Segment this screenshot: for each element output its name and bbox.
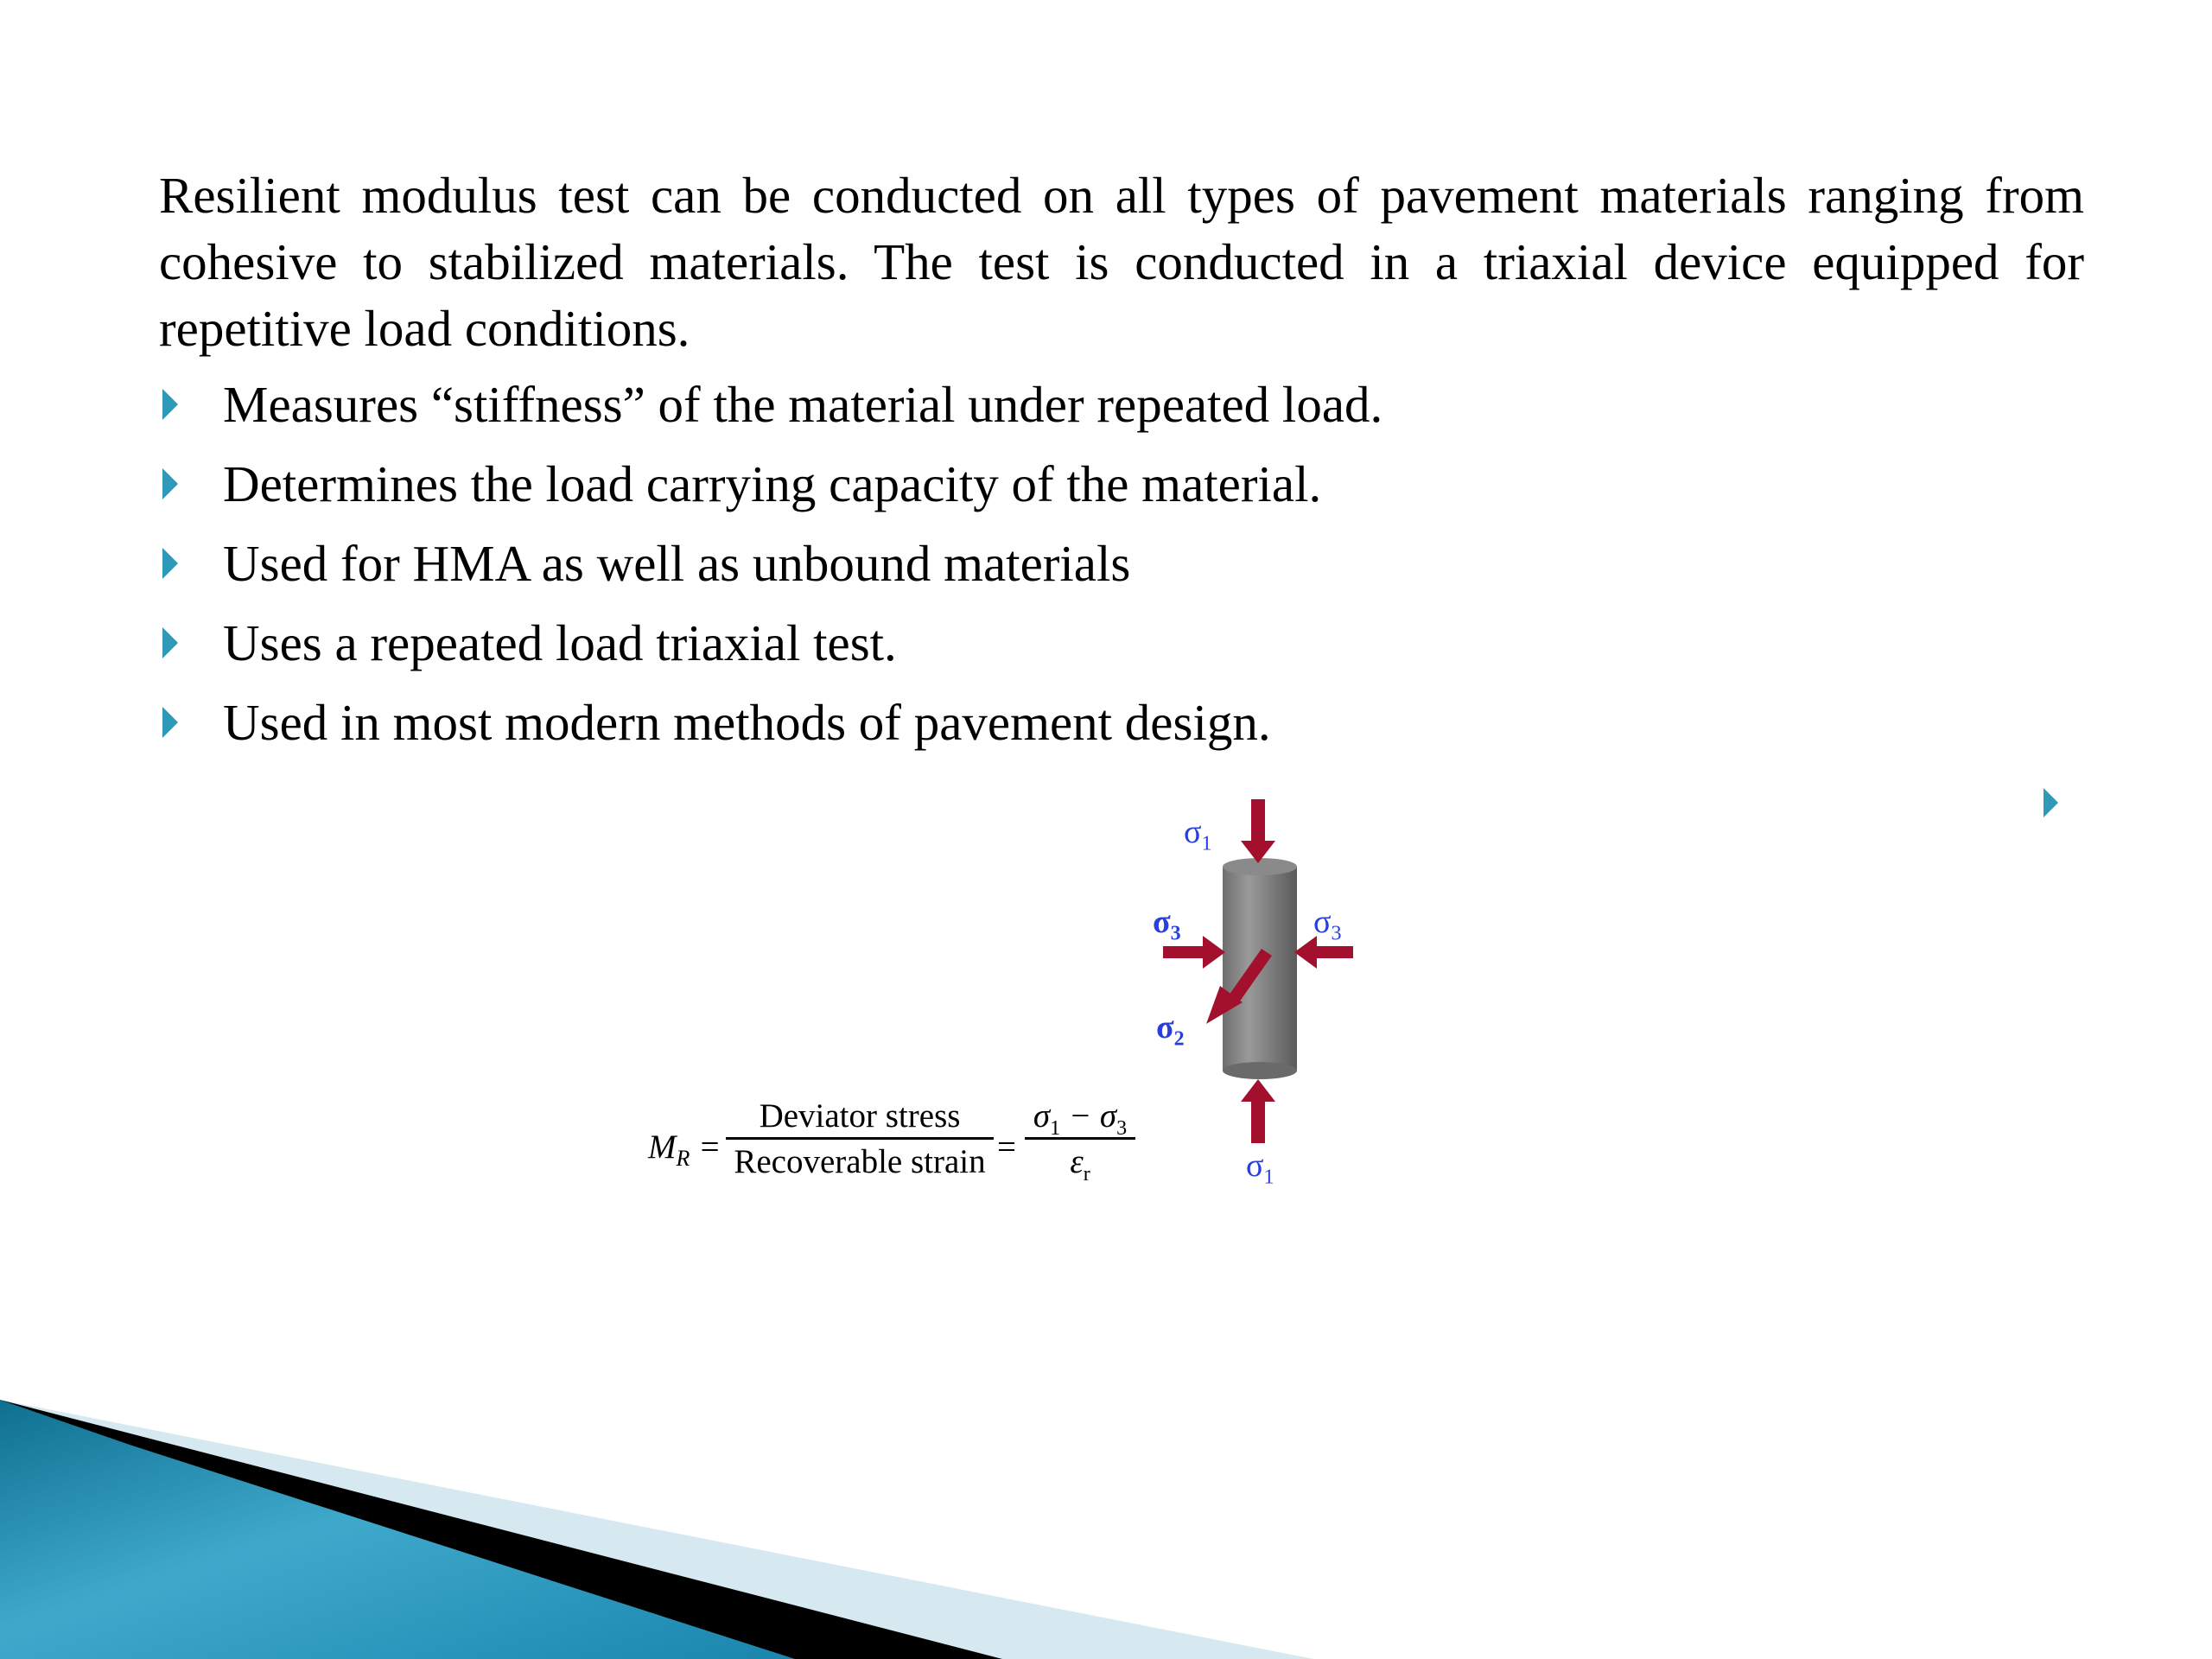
bullet-arrow-icon	[162, 548, 178, 579]
formula-numerator: Deviator stress	[759, 1097, 961, 1135]
bullet-item	[159, 690, 2084, 769]
bullet-text: Uses a repeated load triaxial test.	[223, 614, 897, 671]
bullet-text: Measures “stiffness” of the material under repeated load.	[223, 376, 1383, 433]
bullet-list	[159, 372, 2084, 769]
bullet-text: Used in most modern methods of pavement design.	[223, 694, 1271, 751]
triaxial-stress-diagram	[1149, 791, 1382, 1197]
formula-symbol-numerator: $\sigma_1 - \sigma_3$	[1033, 1097, 1128, 1140]
formula-lhs: $M_R$ =	[648, 1128, 721, 1171]
sigma1-top-arrow	[1241, 799, 1275, 863]
formula-fraction-words	[726, 1096, 994, 1181]
sigma2-label: $\sigma_2$	[1156, 1009, 1185, 1051]
sigma1-bottom-label: $\sigma_1$	[1246, 1147, 1274, 1189]
bullet-arrow-icon	[162, 707, 178, 738]
sigma1-bottom-arrow	[1241, 1079, 1275, 1143]
bullet-item	[159, 531, 2084, 610]
formula-fraction-symbols	[1025, 1096, 1135, 1185]
empty-bullet-arrow-icon	[2044, 788, 2058, 817]
sigma3-left-label: $\sigma_3$	[1153, 904, 1181, 945]
specimen-bottom	[1223, 1062, 1297, 1079]
formula-equals: =	[997, 1128, 1016, 1166]
bullet-item	[159, 451, 2084, 531]
bullet-arrow-icon	[162, 389, 178, 420]
formula-denominator: Recoverable strain	[734, 1143, 986, 1180]
intro-paragraph: Resilient modulus test can be conducted on all types of pavement materials ranging from cohesive to stabilized materials. The test is conducted in a triaxial device equipped for repetitive load conditions.	[159, 167, 2084, 357]
bullet-arrow-icon	[162, 468, 178, 499]
bullet-arrow-icon	[162, 627, 178, 658]
bullet-item	[159, 610, 2084, 690]
bullet-text: Used for HMA as well as unbound materials	[223, 535, 1131, 592]
sigma3-right-label: $\sigma_3$	[1313, 904, 1342, 945]
bullet-item	[159, 372, 2084, 451]
bullet-text: Determines the load carrying capacity of the material.	[223, 455, 1322, 512]
sigma1-top-label: $\sigma_1$	[1184, 814, 1212, 855]
formula-symbol-denominator: $\varepsilon_r$	[1070, 1143, 1090, 1185]
